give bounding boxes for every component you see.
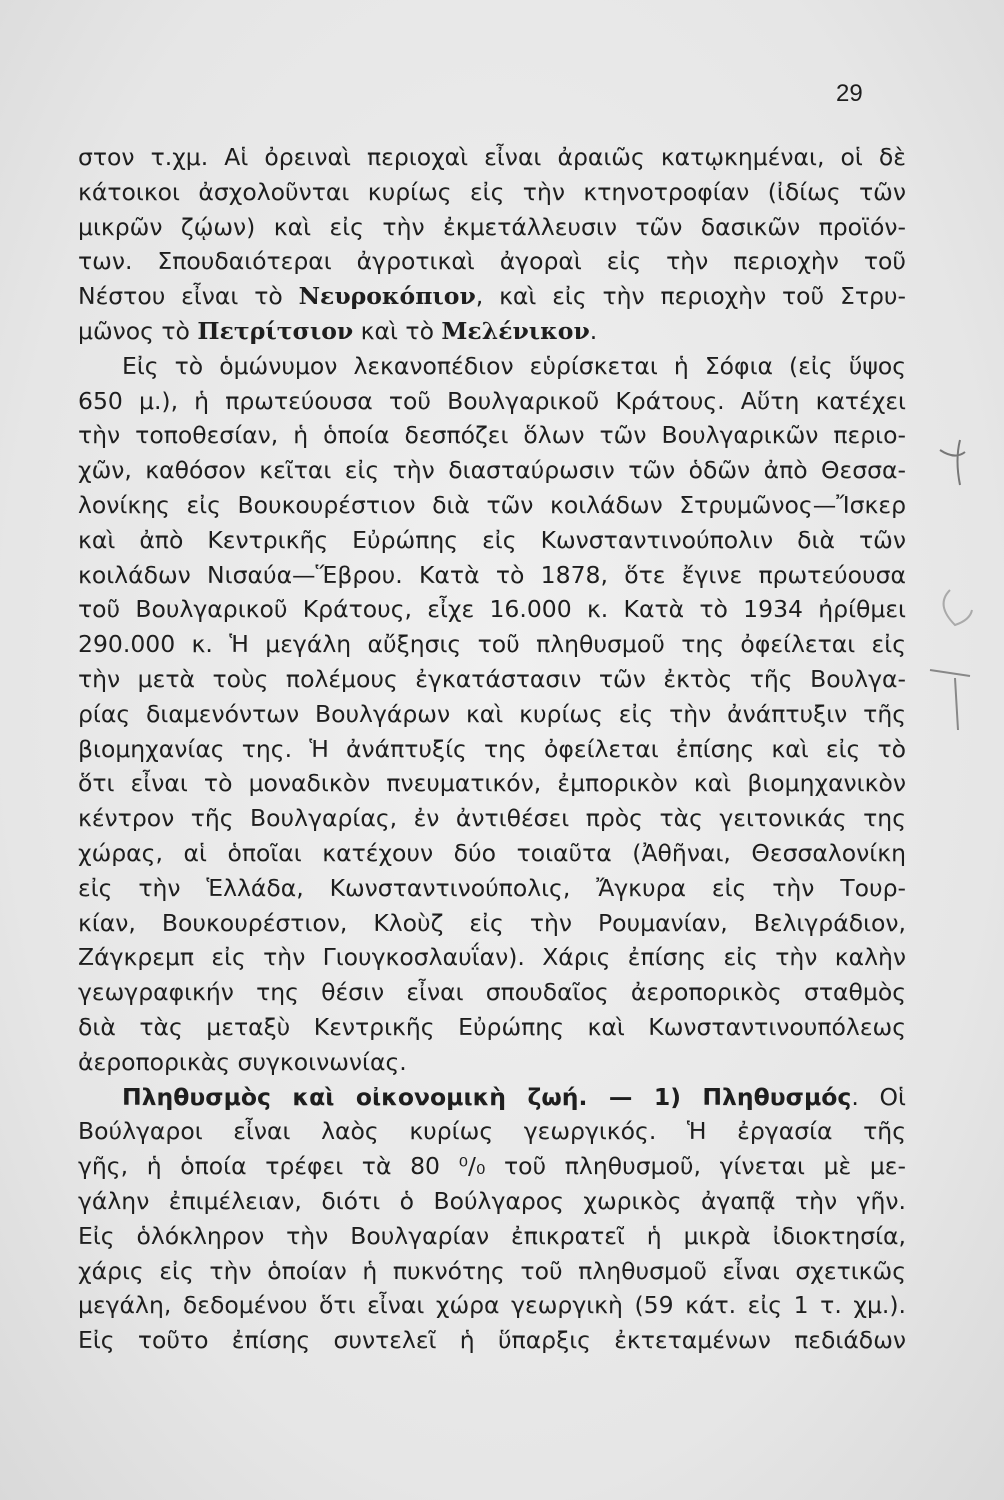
text-run: Εἰς τοῦτο ἐπίσης συντελεῖ ἡ ὕπαρξις ἐκτεταμένων πεδιάδων (78, 1326, 906, 1355)
text-run: 290.000 κ. Ἡ μεγάλη αὔξησις τοῦ πληθυσμοῦ της ὀφείλεται εἰς (78, 630, 906, 659)
text-run: καὶ τὸ (353, 316, 442, 345)
text-run: ἀεροπορικὰς συγκοινωνίας. (78, 1047, 407, 1076)
text-run: μῶνος τὸ (78, 316, 198, 345)
text-line (78, 279, 906, 314)
text-line (78, 940, 906, 975)
bold-place-name: Πετρίτσιον (197, 316, 354, 345)
text-line (78, 975, 906, 1010)
text-run: Εἰς ὁλόκληρον τὴν Βουλγαρίαν ἐπικρατεῖ ἡ μικρὰ ἰδιοκτησία, (78, 1221, 906, 1250)
page-number: 29 (836, 80, 863, 107)
text-run: χώρας, αἱ ὁποῖαι κατέχουν δύο τοιαῦτα (Ἀθῆναι, Θεσσαλονίκη (78, 838, 906, 867)
text-line (78, 906, 906, 941)
text-line (78, 1184, 906, 1219)
text-run: Βούλγαροι εἶναι λαὸς κυρίως γεωργικός. Ἡ ἐργασία τῆς (78, 1117, 906, 1146)
text-run: κέντρον τῆς Βουλγαρίας, ἐν ἀντιθέσει πρὸς τὰς γειτονικάς της (78, 804, 906, 833)
text-run: χάρις εἰς τὴν ὁποίαν ἡ πυκνότης τοῦ πληθυσμοῦ εἶναι σχετικῶς (78, 1256, 906, 1285)
text-line (78, 697, 906, 732)
text-line (78, 592, 906, 627)
text-run: Νέστου εἶναι τὸ (78, 282, 299, 311)
text-run: στον τ.χμ. Αἱ ὀρειναὶ περιοχαὶ εἶναι ἀραιῶς κατῳκημέναι, οἱ δὲ (78, 143, 906, 171)
text-run: Ζάγκρεμπ εἰς τὴν Γιουγκοσλαυΐαν). Χάρις ἐπίσης εἰς τὴν καλὴν (78, 943, 906, 972)
text-line (78, 175, 906, 210)
text-run: χῶν, καθόσον κεῖται εἰς τὴν διασταύρωσιν τῶν ὁδῶν ἀπὸ Θεσσα- (78, 456, 906, 485)
text-line (78, 1149, 906, 1184)
text-line (78, 558, 906, 593)
text-run: βιομηχανίας της. Ἡ ἀνάπτυξίς της ὀφείλεται ἐπίσης καὶ εἰς τὸ (78, 734, 906, 763)
text-line (78, 1323, 906, 1358)
text-line (78, 488, 906, 523)
text-run: λονίκης εἰς Βουκουρέστιον διὰ τῶν κοιλάδων Στρυμῶνος—Ἴσκερ (78, 490, 906, 519)
text-line (78, 418, 906, 453)
text-run: , καὶ εἰς τὴν περιοχὴν τοῦ Στρυ- (475, 282, 906, 311)
text-run: των. Σπουδαιότεραι ἀγροτικαὶ ἀγοραὶ εἰς τὴν περιοχὴν τοῦ (78, 247, 906, 276)
text-line (78, 1114, 906, 1149)
text-line (78, 1010, 906, 1045)
text-line (78, 140, 906, 175)
text-line (78, 314, 906, 349)
text-run: τὴν τοποθεσίαν, ἡ ὁποία δεσπόζει ὅλων τῶν Βουλγαρικῶν περιο- (78, 421, 906, 450)
text-line (78, 523, 906, 558)
text-line (78, 384, 906, 419)
text-line (78, 871, 906, 906)
text-line (78, 1219, 906, 1254)
text-run: γῆς, ἡ ὁποία τρέφει τὰ 80 ⁰/₀ τοῦ πληθυσμοῦ, γίνεται μὲ με- (78, 1152, 906, 1181)
text-line (78, 836, 906, 871)
section-heading: Πληθυσμὸς καὶ οἰκονομικὴ ζωή. — 1) Πληθυσμός (122, 1082, 852, 1111)
text-line (78, 1288, 906, 1323)
text-run: . Οἱ (851, 1082, 907, 1111)
bold-place-name: Νευροκόπιον (298, 282, 476, 311)
text-line (78, 210, 906, 245)
text-run: κοιλάδων Νισαύα—Ἕβρου. Κατὰ τὸ 1878, ὅτε ἔγινε πρωτεύουσα (78, 560, 906, 589)
text-run: εἰς τὴν Ἑλλάδα, Κωνσταντινούπολις, Ἄγκυρα εἰς τὴν Τουρ- (78, 873, 906, 902)
body-text (78, 140, 906, 1358)
text-run: κίαν, Βουκουρέστιον, Κλοὺζ εἰς τὴν Ρουμανίαν, Βελιγράδιον, (78, 908, 906, 937)
text-line (78, 766, 906, 801)
text-run: μικρῶν ζῴων) καὶ εἰς τὴν ἐκμετάλλευσιν τῶν δασικῶν προϊόν- (78, 212, 906, 241)
text-run: καὶ ἀπὸ Κεντρικῆς Εὐρώπης εἰς Κωνσταντινούπολιν διὰ τῶν (78, 525, 906, 554)
text-run: κάτοικοι ἀσχολοῦνται κυρίως εἰς τὴν κτηνοτροφίαν (ἰδίως τῶν (78, 177, 906, 206)
text-run: ὅτι εἶναι τὸ μοναδικὸν πνευματικόν, ἐμπορικὸν καὶ βιομηχανικὸν (78, 769, 906, 798)
text-line (78, 662, 906, 697)
text-line (78, 1080, 906, 1115)
text-line (78, 732, 906, 767)
text-line (78, 349, 906, 384)
text-run: . (589, 316, 598, 345)
text-line (78, 1254, 906, 1289)
text-line (78, 453, 906, 488)
bold-place-name: Μελένικον (441, 316, 590, 345)
text-run: μεγάλη, δεδομένου ὅτι εἶναι χώρα γεωργικὴ (59 κάτ. εἰς 1 τ. χμ.). (78, 1291, 906, 1320)
text-run: γεωγραφικήν της θέσιν εἶναι σπουδαῖος ἀεροπορικὸς σταθμὸς (78, 978, 906, 1007)
text-line (78, 244, 906, 279)
text-run: γάλην ἐπιμέλειαν, διότι ὁ Βούλγαρος χωρικὸς ἀγαπᾷ τὴν γῆν. (78, 1186, 906, 1215)
text-run: τοῦ Βουλγαρικοῦ Κράτους, εἶχε 16.000 κ. Κατὰ τὸ 1934 ἠρίθμει (78, 595, 906, 624)
margin-pencil-marks (910, 430, 1004, 770)
text-run: διὰ τὰς μεταξὺ Κεντρικῆς Εὐρώπης καὶ Κωνσταντινουπόλεως (78, 1012, 906, 1041)
text-run: 650 μ.), ἡ πρωτεύουσα τοῦ Βουλγαρικοῦ Κράτους. Αὕτη κατέχει (78, 386, 906, 415)
text-line (78, 801, 906, 836)
text-line (78, 627, 906, 662)
text-line (78, 1045, 906, 1080)
text-run: Εἰς τὸ ὁμώνυμον λεκανοπέδιον εὑρίσκεται ἡ Σόφια (εἰς ὕψος (122, 351, 906, 380)
text-run: τὴν μετὰ τοὺς πολέμους ἐγκατάστασιν τῶν ἐκτὸς τῆς Βουλγα- (78, 664, 906, 693)
text-run: ρίας διαμενόντων Βουλγάρων καὶ κυρίως εἰς τὴν ἀνάπτυξιν τῆς (78, 699, 906, 728)
